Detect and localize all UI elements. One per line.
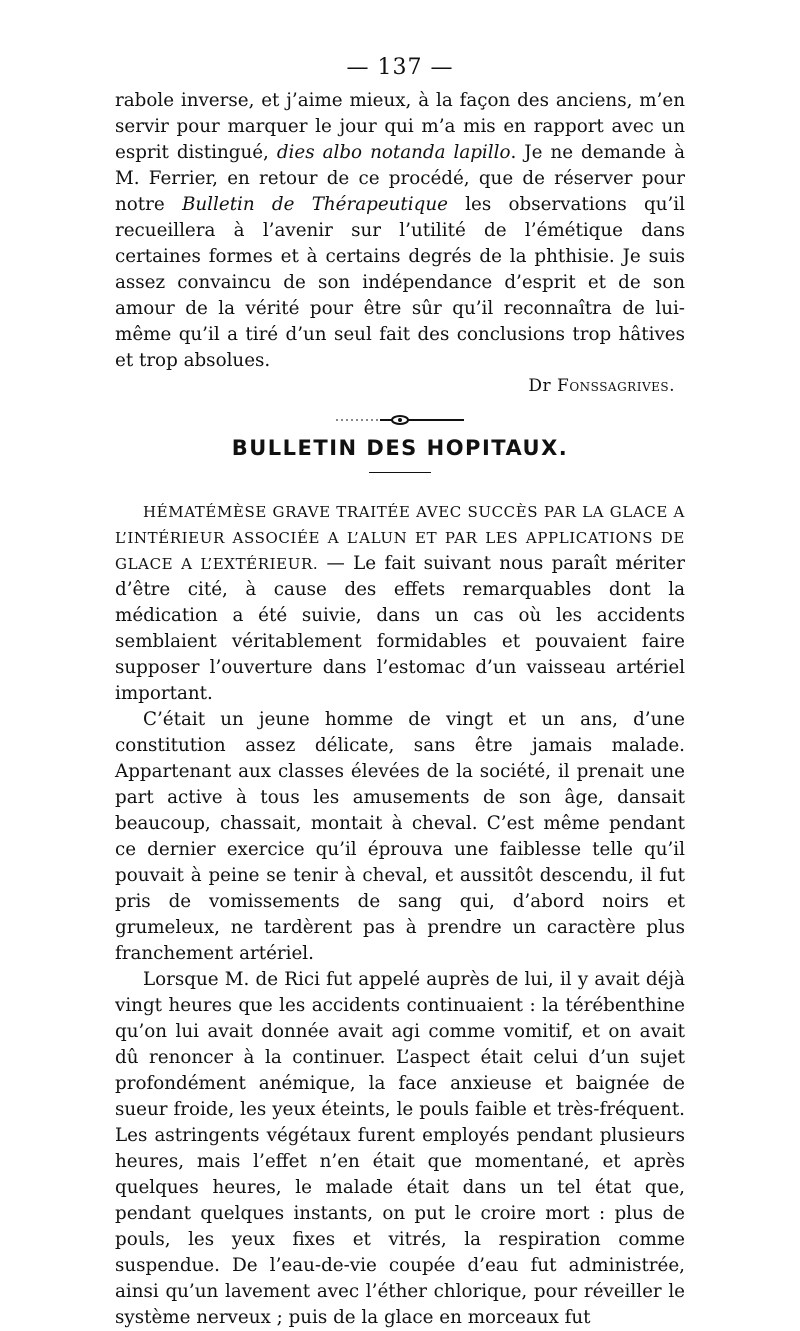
article-lead: — Le fait suivant nous paraît mériter d’être cité, à cause des effets remarquables dont la médication a été suivie, dans un cas où les accidents semblaient véritablement formidables et pouvaient faire supposer l’ouverture dans l’estomac d’un vaisseau artériel important. <box>115 553 685 704</box>
latin-phrase: dies albo notanda lapillo <box>276 142 511 163</box>
closing-text-part2: . Je ne demande à M. Ferrier, en retour de ce procédé, que de réserver pour notre <box>115 142 686 215</box>
article-first-paragraph <box>115 499 685 707</box>
article-paragraph-3: Lorsque M. de Rici fut appelé auprès de lui, il y avait déjà vingt heures que les accidents continuaient : la térébenthine qu’on lui avait donnée avait agi comme vomitif, et on avait dû renoncer à la continuer. L’aspect était celui d’un sujet profondément anémique, la face anxieuse et baignée de sueur froide, les yeux éteints, le pouls faible et très-fréquent. Les astringents végétaux furent employés pendant plusieurs heures, mais l’effet n’en était que momentané, et après quelques heures, le malade était dans un tel état que, pendant quelques instants, on put le croire mort : plus de pouls, les yeux fixes et vitrés, la respiration comme suspendue. De l’eau-de-vie coupée d’eau fut administrée, ainsi qu’un lavement avec l’éther chlorique, pour réveiller le système nerveux ; puis de la glace en morceaux fut <box>115 969 685 1328</box>
article-paragraph-2: C’était un jeune homme de vingt et un ans, d’une constitution assez délicate, sans être jamais malade. Appartenant aux classes élevées de la société, il prenait une part active à tous les amusements de son âge, dansait beaucoup, chassait, montait à cheval. C’est même pendant ce dernier exercice qu’il éprouva une faiblesse telle qu’il pouvait à peine se tenir à cheval, et aussitôt descendu, il fut pris de vomissements de sang qui, d’abord noirs et grumeleux, ne tardèrent pas à prendre un caractère plus franchement artériel. <box>115 709 685 964</box>
closing-text-part1: rabole inverse, et j’aime mieux, à la façon des anciens, m’en servir pour marquer le jour qui m’a mis en rapport avec un esprit distingué, <box>115 90 685 163</box>
signature-title: Dr <box>528 376 552 396</box>
page-number: — 137 — <box>346 55 454 80</box>
signature-name: Fonssagrives. <box>557 376 675 396</box>
journal-title: Bulletin de Thérapeutique <box>181 194 448 215</box>
author-signature <box>115 376 675 396</box>
closing-paragraph <box>115 88 685 374</box>
section-title: BULLETIN DES HOPITAUX. <box>231 436 569 460</box>
title-rule <box>369 472 431 473</box>
article-heading: HÉMATÉMÈSE GRAVE TRAITÉE AVEC SUCCÈS PAR LA GLACE A L’INTÉRIEUR ASSOCIÉE A L’ALUN ET PAR LES APPLICATIONS DE GLACE A L’EXTÉRIEUR. <box>115 503 685 573</box>
ornament-divider <box>330 414 470 426</box>
closing-text-part3: les observations qu’il recueillera à l’avenir sur l’utilité de l’émétique dans certaines formes et à certains degrés de la phthisie. Je suis assez convaincu de son indépendance d’esprit et de son amour de la vérité pour être sûr qu’il reconnaîtra de lui-même qu’il a tiré d’un seul fait des conclusions trop hâtives et trop absolues. <box>115 194 686 371</box>
book-page <box>115 55 685 1331</box>
